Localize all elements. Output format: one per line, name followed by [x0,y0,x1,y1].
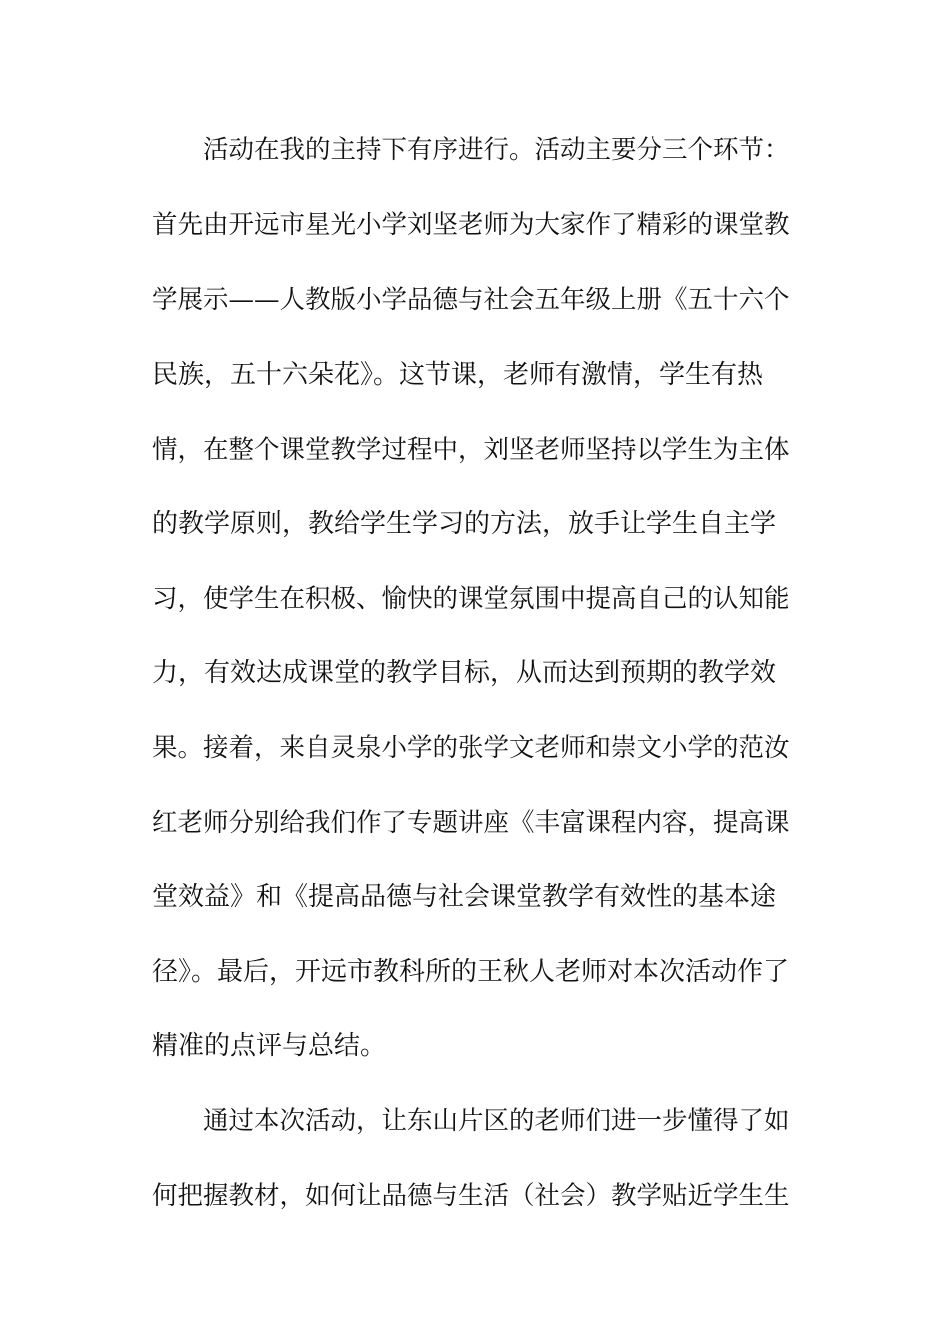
paragraph-2-line-2: 何把握教材，如何让品德与生活（社会）教学贴近学生生 [152,1181,790,1211]
paragraph-1-line-2: 首先由开远市星光小学刘坚老师为大家作了精彩的课堂教 [152,210,790,240]
paragraph-1-line-10: 红老师分别给我们作了专题讲座《丰富课程内容，提高课 [152,808,790,838]
paragraph-1-line-1: 活动在我的主持下有序进行。活动主要分三个环节： [203,135,790,165]
paragraph-1-line-5: 情，在整个课堂教学过程中，刘坚老师坚持以学生为主体 [152,435,790,465]
paragraph-1-line-13: 精准的点评与总结。 [152,1031,387,1061]
paragraph-1-line-7: 习，使学生在积极、愉快的课堂氛围中提高自己的认知能 [152,584,790,614]
paragraph-1-line-6: 的教学原则，教给学生学习的方法，放手让学生自主学 [152,509,777,539]
paragraph-1-line-9: 果。接着，来自灵泉小学的张学文老师和崇文小学的范汝 [152,733,790,763]
paragraph-1-line-12: 径》。最后，开远市教科所的王秋人老师对本次活动作了 [152,957,790,987]
paragraph-2-line-1: 通过本次活动，让东山片区的老师们进一步懂得了如 [203,1106,790,1136]
paragraph-1-line-8: 力，有效达成课堂的教学目标，从而达到预期的教学效 [152,658,777,688]
paragraph-1-line-4: 民族，五十六朵花》。这节课，老师有激情，学生有热 [152,360,764,390]
paragraph-1-line-3: 学展示——人教版小学品德与社会五年级上册《五十六个 [152,285,790,315]
paragraph-1-line-11: 堂效益》和《提高品德与社会课堂教学有效性的基本途 [152,882,777,912]
